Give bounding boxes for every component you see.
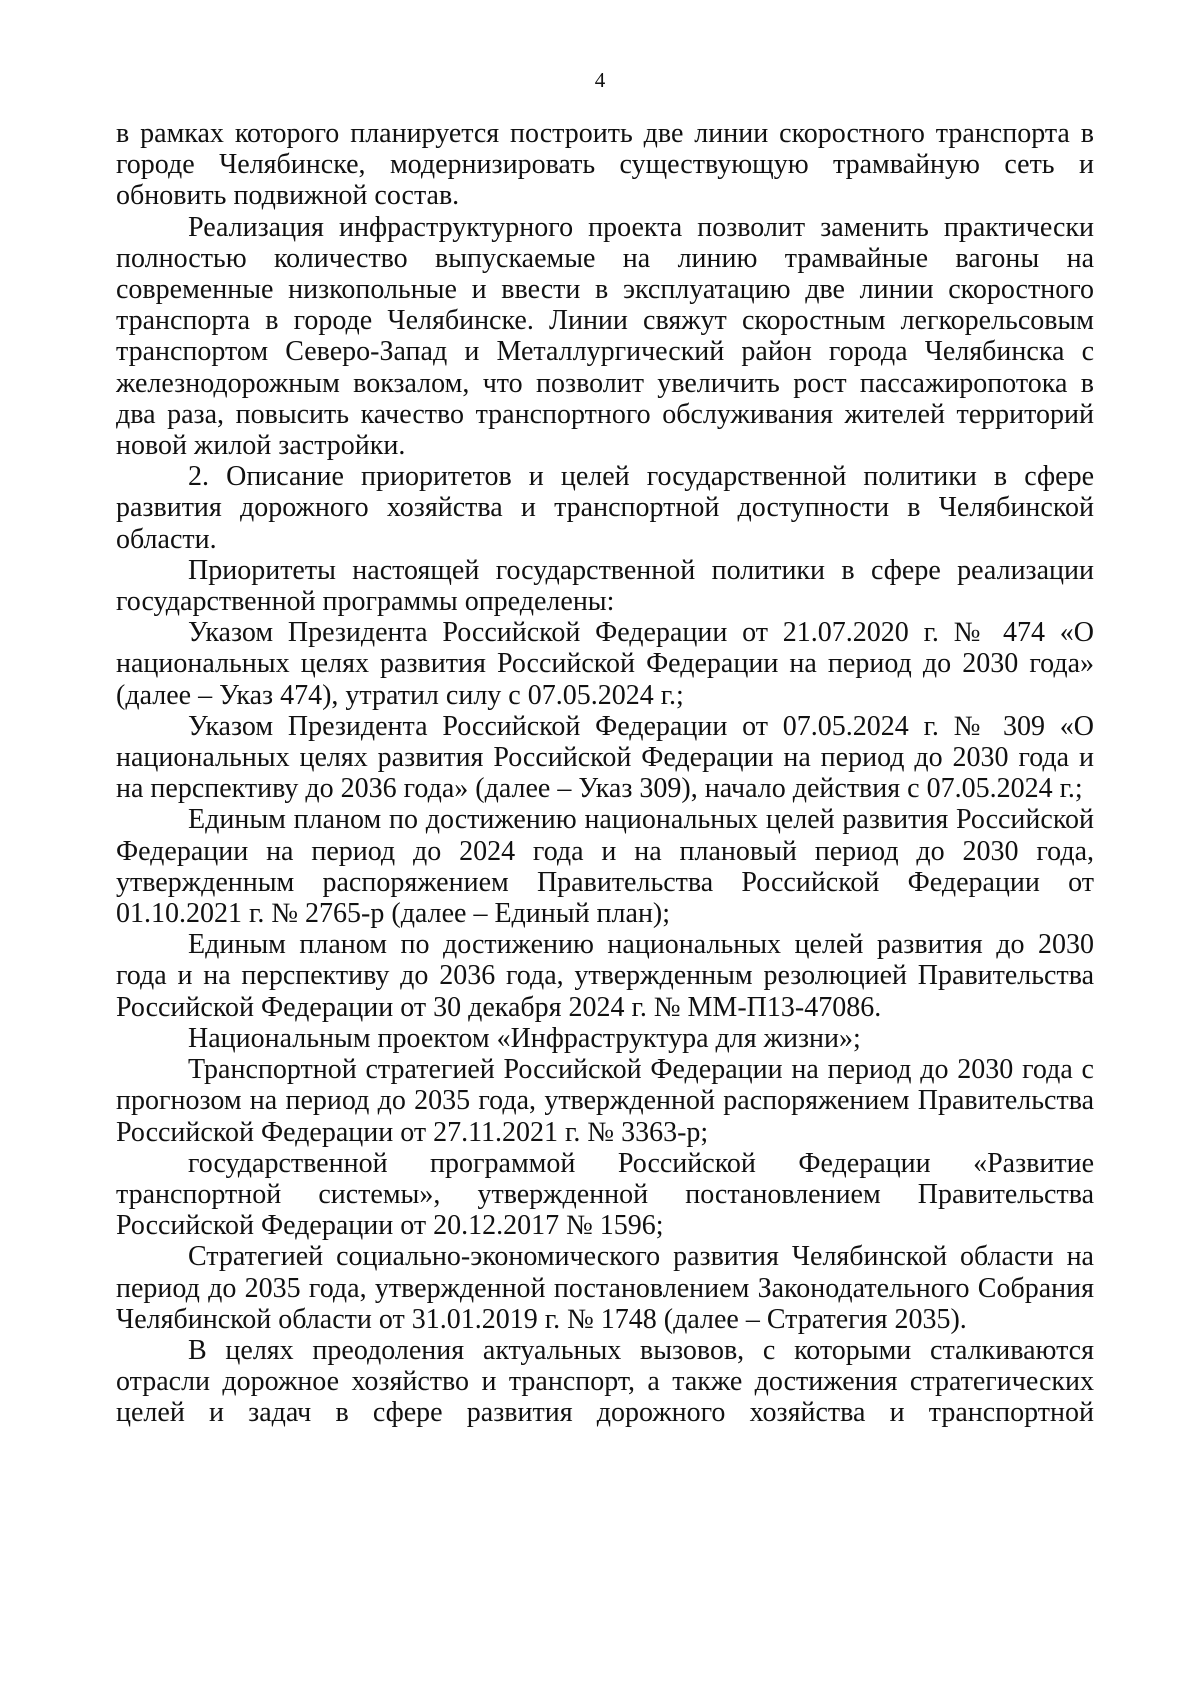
list-item-transport-strategy: Транспортной стратегией Российской Федерации на период до 2030 года с прогнозом на период до 2035 года, утвержденной распоряжением Правительства Российской Федерации от 27.11.2021 г. № 3363-р; xyxy=(116,1054,1094,1148)
list-item-state-program: государственной программой Российской Федерации «Развитие транспортной системы», утвержденной постановлением Правительства Российской Федерации от 20.12.2017 № 1596; xyxy=(116,1147,1094,1242)
paragraph-challenges: В целях преодоления актуальных вызовов, с которыми сталкиваются отрасли дорожное хозяйство и транспорт, а также достижения стратегических целей и задач в сфере развития дорожного хозяйства и транспортной xyxy=(116,1334,1094,1429)
paragraph-priorities-intro: Приоритеты настоящей государственной политики в сфере реализации государственной программы определены: xyxy=(116,554,1094,618)
list-item-decree-474: Указом Президента Российской Федерации от 21.07.2020 г. № 474 «О национальных целях развития Российской Федерации на период до 2030 года» (далее – Указ 474), утратил силу с 07.05.2024 г.; xyxy=(116,617,1094,711)
list-item-regional-strategy: Стратегией социально-экономического развития Челябинской области на период до 2035 года, утвержденной постановлением Законодательного Собрания Челябинской области от 31.01.2019 г. № 1748 (далее – Стратегия 2035). xyxy=(116,1241,1094,1335)
page-number: 4 xyxy=(594,68,606,92)
list-item-national-project: Национальным проектом «Инфраструктура для жизни»; xyxy=(188,1022,861,1054)
list-item-unified-plan-2024: Единым планом по достижению национальных целей развития Российской Федерации на период до 2024 года и на плановый период до 2030 года, утвержденным распоряжением Правительства Российской Федерации от 01.10.2021 г. № 2765-р (далее – Единый план); xyxy=(116,804,1094,930)
section-heading-priorities: 2. Описание приоритетов и целей государственной политики в сфере развития дорожного хозяйства и транспортной доступности в Челябинской области. xyxy=(116,461,1094,555)
list-item-unified-plan-2036: Единым планом по достижению национальных целей развития до 2030 года и на перспективу до 2036 года, утвержденным резолюцией Правительства Российской Федерации от 30 декабря 2024 г. № ММ-П13-47086. xyxy=(116,929,1094,1023)
paragraph-continuation: в рамках которого планируется построить две линии скоростного транспорта в городе Челябинске, модернизировать существующую трамвайную сеть и обновить подвижной состав. xyxy=(116,118,1094,212)
paragraph-project-realization: Реализация инфраструктурного проекта позволит заменить практически полностью количество выпускаемые на линию трамвайные вагоны на современные низкопольные и ввести в эксплуатацию две линии скоростного транспорта в городе Челябинске. Линии свяжут скоростным легкорельсовым транспортом Северо-Запад и Металлургический район города Челябинска с железнодорожным вокзалом, что позволит увеличить рост пассажиропотока в два раза, повысить качество транспортного обслуживания жителей территорий новой жилой застройки. xyxy=(116,211,1094,462)
document-body xyxy=(116,118,1094,1429)
list-item-decree-309: Указом Президента Российской Федерации от 07.05.2024 г. № 309 «О национальных целях развития Российской Федерации на период до 2030 года и на перспективу до 2036 года» (далее – Указ 309), начало действия с 07.05.2024 г.; xyxy=(116,710,1094,805)
